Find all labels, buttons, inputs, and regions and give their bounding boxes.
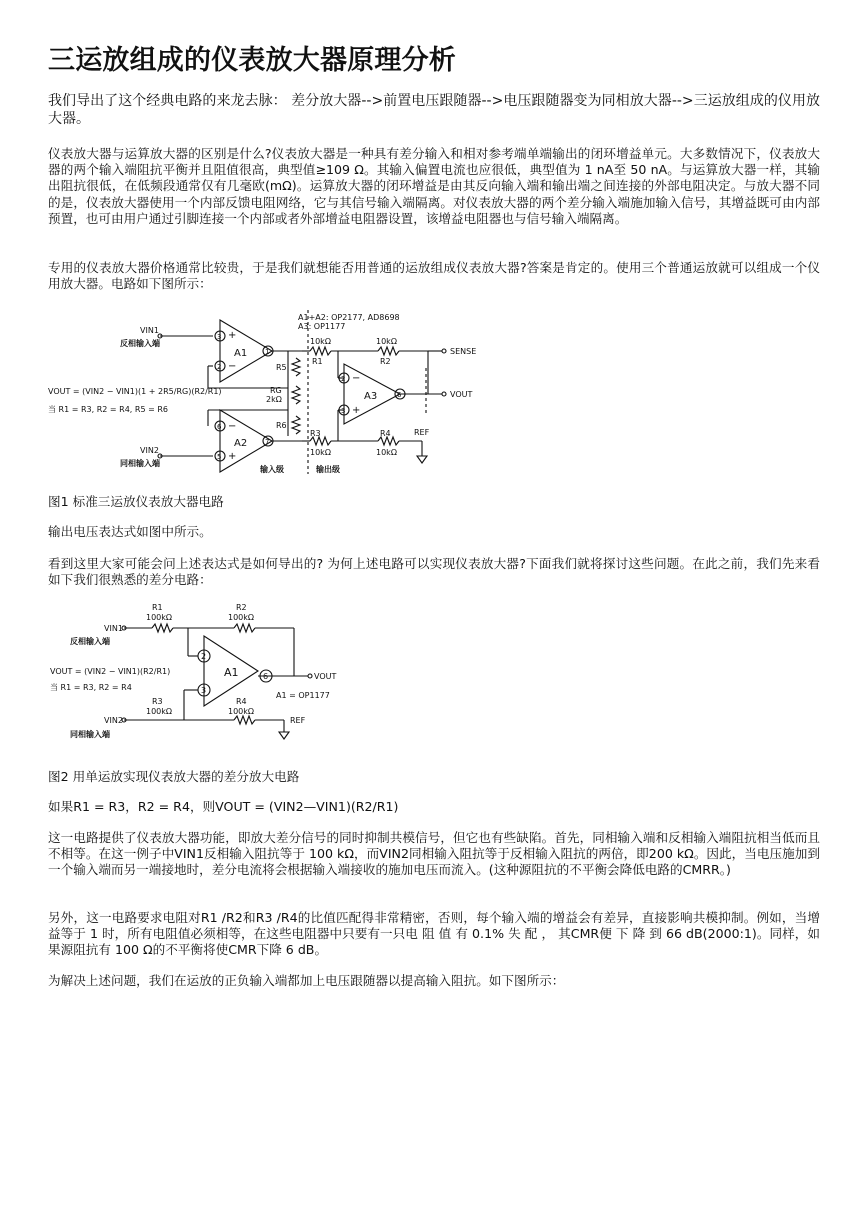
a1-label: A1	[234, 348, 248, 359]
vin1-label: VIN1	[140, 326, 159, 335]
rg-value: 2kΩ	[266, 395, 282, 404]
r3-label: R3	[310, 429, 321, 438]
a3-minus: −	[352, 373, 361, 384]
a3-label: A3	[364, 391, 378, 402]
vin2-label: VIN2	[140, 446, 159, 455]
r1-value: 10kΩ	[310, 337, 331, 346]
opamp-note-1: A1+A2: OP2177, AD8698	[298, 313, 400, 322]
fig2-r1-value: 100kΩ	[146, 613, 173, 622]
fig2-a1-type: A1 = OP1177	[276, 691, 330, 700]
a2-label: A2	[234, 438, 248, 449]
pin-6-a2: 6	[217, 423, 222, 431]
a1-minus: −	[228, 361, 237, 372]
sense-label: SENSE	[450, 347, 477, 356]
fig2-r3-label: R3	[152, 697, 163, 706]
opamp-note-2: A3: OP1177	[298, 322, 346, 331]
r4-label: R4	[380, 429, 391, 438]
pin-3-a1: 3	[217, 333, 222, 341]
fig2-pin-2: 2	[201, 652, 207, 661]
fig2-condition: 当 R1 = R3, R2 = R4	[50, 683, 132, 692]
paragraph-three-opamp: 专用的仪表放大器价格通常比较贵，于是我们就想能否用普通的运放组成仪表放大器?答案是肯定的。使用三个普通运放就可以组成一个仪用放大器。电路如下图所示：	[48, 260, 820, 292]
paragraph-solution: 为解决上述问题，我们在运放的正负输入端都加上电压跟随器以提高输入阻抗。如下图所示：	[48, 973, 565, 988]
pin-1-a1: 1	[265, 348, 270, 356]
fig2-r4-label: R4	[236, 697, 247, 706]
output-stage-label: 输出级	[316, 465, 340, 474]
rg-label: RG	[270, 386, 282, 395]
fig2-r2-value: 100kΩ	[228, 613, 255, 622]
r5-label: R5	[276, 363, 287, 372]
a1-plus: +	[228, 330, 237, 341]
paragraph-defects: 这一电路提供了仪表放大器功能，即放大差分信号的同时抑制共模信号，但它也有些缺陷。首先，同相输入端和反相输入端阻抗相当低而且不相等。在这一例子中VIN1反相输入阻抗等于 100 kΩ，而VIN2同相输入阻抗等于反相输入阻抗的两倍，即200 kΩ。因此，当电压施加到一个输入端而另一端接地时，差分电流将会根据输入端接收的施加电压而流入。(这种源阻抗的不平衡会降低电路的CMRR。)	[48, 830, 820, 878]
figure1-caption: 图1 标准三运放仪表放大器电路	[48, 494, 224, 509]
paragraph-inamp-vs-opamp: 仪表放大器与运算放大器的区别是什么?仪表放大器是一种具有差分输入和相对参考端单端输出的闭环增益单元。大多数情况下，仪表放大器的两个输入端阻抗平衡并且阻值很高，典型值≥109 Ω。其输入偏置电流也应很低，典型值为 1 nA至 50 nA。与运算放大器一样，其输出阻抗很低，在低频段通常仅有几毫欧(mΩ)。运算放大器的闭环增益是由其反向输入端和输出端之间连接的外部电阻决定。与放大器不同的是，仪表放大器使用一个内部反馈电阻网络，它与其信号输入端隔离。对仪表放大器的两个差分输入端施加输入信号，其增益既可由内部预置，也可由用户通过引脚连接一个内部或者外部增益电阻器设置，该增益电阻器也与信号输入端隔离。	[48, 146, 820, 226]
pin-6-a3: 6	[397, 391, 402, 399]
fig2-vin2-label: VIN2	[104, 716, 123, 725]
fig2-a1-label: A1	[224, 666, 239, 679]
fig2-formula: VOUT = (VIN2 − VIN1)(R2/R1)	[50, 667, 171, 676]
a3-plus: +	[352, 405, 361, 416]
paragraph-output-expression: 输出电压表达式如图中所示。	[48, 524, 212, 539]
pin-7-a2: 7	[265, 438, 270, 446]
formula-label: VOUT = (VIN2 − VIN1)(1 + 2R5/RG)(R2/R1)	[48, 387, 222, 396]
r2-label: R2	[380, 357, 391, 366]
r1-label: R1	[312, 357, 323, 366]
pin-2-a3: 2	[341, 375, 346, 383]
input-stage-label: 输入级	[260, 465, 284, 474]
figure-three-opamp-circuit	[48, 306, 488, 478]
fig2-vin1-label: VIN1	[104, 624, 123, 633]
circuit-diagram-2	[48, 598, 348, 750]
r4-value: 10kΩ	[376, 448, 397, 457]
vout-label: VOUT	[450, 390, 473, 399]
fig2-ref-label: REF	[290, 716, 306, 725]
fig2-r4-value: 100kΩ	[228, 707, 255, 716]
pin-2-a1: 2	[217, 363, 222, 371]
r6-label: R6	[276, 421, 287, 430]
fig2-pin-3: 3	[201, 686, 207, 695]
fig2-vin2-desc: 同相输入端	[70, 730, 110, 739]
fig2-vout-label: VOUT	[314, 672, 337, 681]
figure2-caption: 图2 用单运放实现仪表放大器的差分放大电路	[48, 769, 300, 784]
vin2-desc: 同相输入端	[120, 459, 160, 468]
pin-3-a3: 3	[341, 407, 346, 415]
page-title: 三运放组成的仪表放大器原理分析	[48, 45, 456, 76]
r2-value: 10kΩ	[376, 337, 397, 346]
fig2-vin1-desc: 反相输入端	[70, 637, 110, 646]
paragraph-derivation-question: 看到这里大家可能会问上述表达式是如何导出的? 为何上述电路可以实现仪表放大器?下面我们就将探讨这些问题。在此之前，我们先来看如下我们很熟悉的差分电路：	[48, 556, 820, 588]
fig2-r1-label: R1	[152, 603, 163, 612]
condition-label: 当 R1 = R3, R2 = R4, R5 = R6	[48, 405, 168, 414]
fig2-r2-label: R2	[236, 603, 247, 612]
a2-plus: +	[228, 451, 237, 462]
circuit-diagram-1	[48, 306, 488, 478]
paragraph-condition: 如果R1 = R3，R2 = R4，则VOUT = (VIN2—VIN1)(R2/R1)	[48, 799, 399, 814]
intro-paragraph: 我们导出了这个经典电路的来龙去脉： 差分放大器-->前置电压跟随器-->电压跟随器变为同相放大器-->三运放组成的仪用放大器。	[48, 93, 820, 127]
vin1-desc: 反相输入端	[120, 339, 160, 348]
fig2-pin-6: 6	[263, 672, 269, 681]
ref-label: REF	[414, 428, 430, 437]
pin-5-a2: 5	[217, 453, 222, 461]
figure-differential-circuit	[48, 598, 348, 750]
r3-value: 10kΩ	[310, 448, 331, 457]
paragraph-matching: 另外，这一电路要求电阻对R1 /R2和R3 /R4的比值匹配得非常精密，否则，每个输入端的增益会有差异，直接影响共模抑制。例如，当增益等于 1 时，所有电阻值必须相等，在这些电阻器中只要有一只电 阻 值 有 0.1% 失 配 ， 其CMR便 下 降 到 66 dB(2000:1)。同样，如果源阻抗有 100 Ω的不平衡将使CMR下降 6 dB。	[48, 910, 820, 958]
fig2-r3-value: 100kΩ	[146, 707, 173, 716]
a2-minus: −	[228, 421, 237, 432]
